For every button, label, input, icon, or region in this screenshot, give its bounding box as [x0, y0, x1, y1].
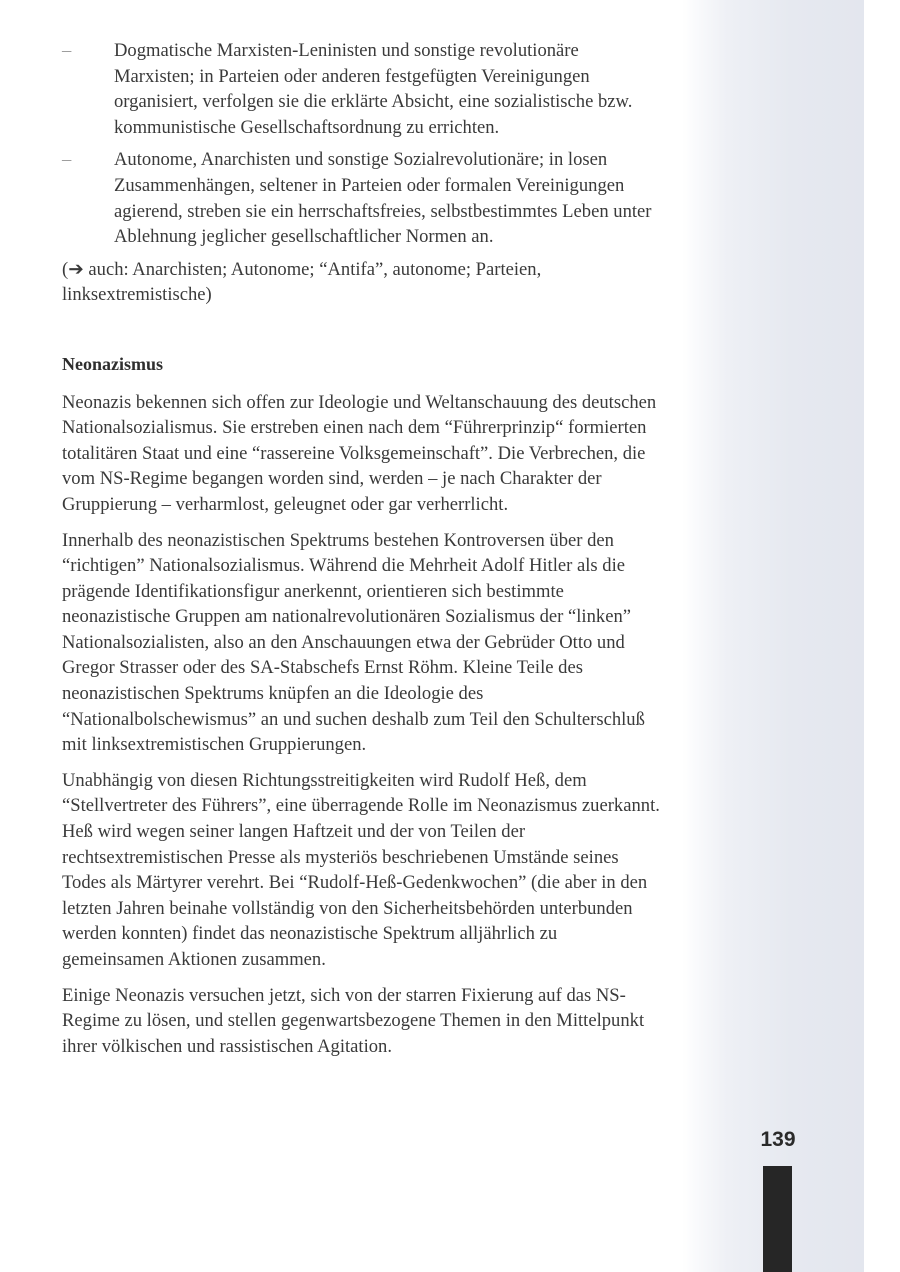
paragraph: Einige Neonazis versuchen jetzt, sich von der starren Fixierung auf das NS-Regime zu lösen, und stellen gegenwartsbezogene Themen in den Mittelpunkt ihrer völkischen und rassistischen Agitation.: [62, 984, 645, 1057]
paragraph: Unabhängig von diesen Richtungsstreitigkeiten wird Rudolf Heß, dem “Stellvertreter des Führers”, eine überragende Rolle im Neonazismus zuerkannt. Heß wird wegen seiner langen Haftzeit und der von Teilen der rechtsextremistischen Presse als mysteriös beschriebenen Umstände seines Todes als Märtyrer verehrt. Bei “Rudolf-Heß-Gedenkwochen” (die aber in den letzten Jahren beinahe vollständig von den Sicherheitsbehörden unterbunden werden konnten) findet das neonazistische Spektrum alljährlich zu gemeinsamen Aktionen zusammen.: [62, 769, 660, 970]
dash-marker: –: [62, 40, 72, 61]
bullet-text: Dogmatische Marxisten-Leninisten und sonstige revolutionäre Marxisten; in Parteien oder anderen festgefügten Vereinigungen organisiert, verfolgen sie die erklärte Absicht, eine sozialistische bzw. kommunistische Gesellschaftsordnung zu errichten.: [114, 40, 633, 138]
see-also-reference: (➔ auch: Anarchisten; Autonome; “Antifa”, autonome; Parteien, linksextremistische): [62, 258, 542, 306]
page-margin-strip: [682, 0, 864, 1272]
page-number: 139: [760, 1128, 796, 1151]
thumb-index-bar: [763, 1166, 792, 1272]
bullet-text: Autonome, Anarchisten und sonstige Sozialrevolutionäre; in losen Zusammenhängen, seltener in Parteien oder formalen Vereinigungen agierend, streben sie ein herrschaftsfreies, selbstbestimmtes Leben unter Ablehnung jeglicher gesellschaftlicher Normen an.: [114, 149, 652, 248]
paragraph: Neonazis bekennen sich offen zur Ideologie und Weltanschauung des deutschen Nationalsozialismus. Sie erstreben einen nach dem “Führerprinzip“ formierten totalitären Staat und eine “rassereine Volksgemeinschaft”. Die Verbrechen, die vom NS-Regime begangen worden sind, werden – je nach Charakter der Gruppierung – verharmlost, geleugnet oder gar verherrlicht.: [62, 391, 657, 515]
paragraph: Innerhalb des neonazistischen Spektrums bestehen Kontroversen über den “richtigen” Nationalsozialismus. Während die Mehrheit Adolf Hitler als die prägende Identifikationsfigur anerkennt, orientieren sich bestimmte neonazistische Gruppen am nationalrevolutionären Sozialismus der “linken” Nationalsozialisten, also an den Anschauungen etwa der Gebrüder Otto und Gregor Strasser oder des SA-Stabschefs Ernst Röhm. Kleine Teile des neonazistischen Spektrums knüpfen an die Ideologie des “Nationalbolschewismus” an und suchen deshalb zum Teil den Schulterschluß mit linksextremistischen Gruppierungen.: [62, 529, 645, 756]
bullet-item: [62, 38, 662, 140]
page-content: [62, 38, 662, 1069]
section-heading: Neonazismus: [62, 353, 164, 374]
dash-marker: –: [62, 149, 72, 171]
bullet-item: [62, 147, 662, 249]
